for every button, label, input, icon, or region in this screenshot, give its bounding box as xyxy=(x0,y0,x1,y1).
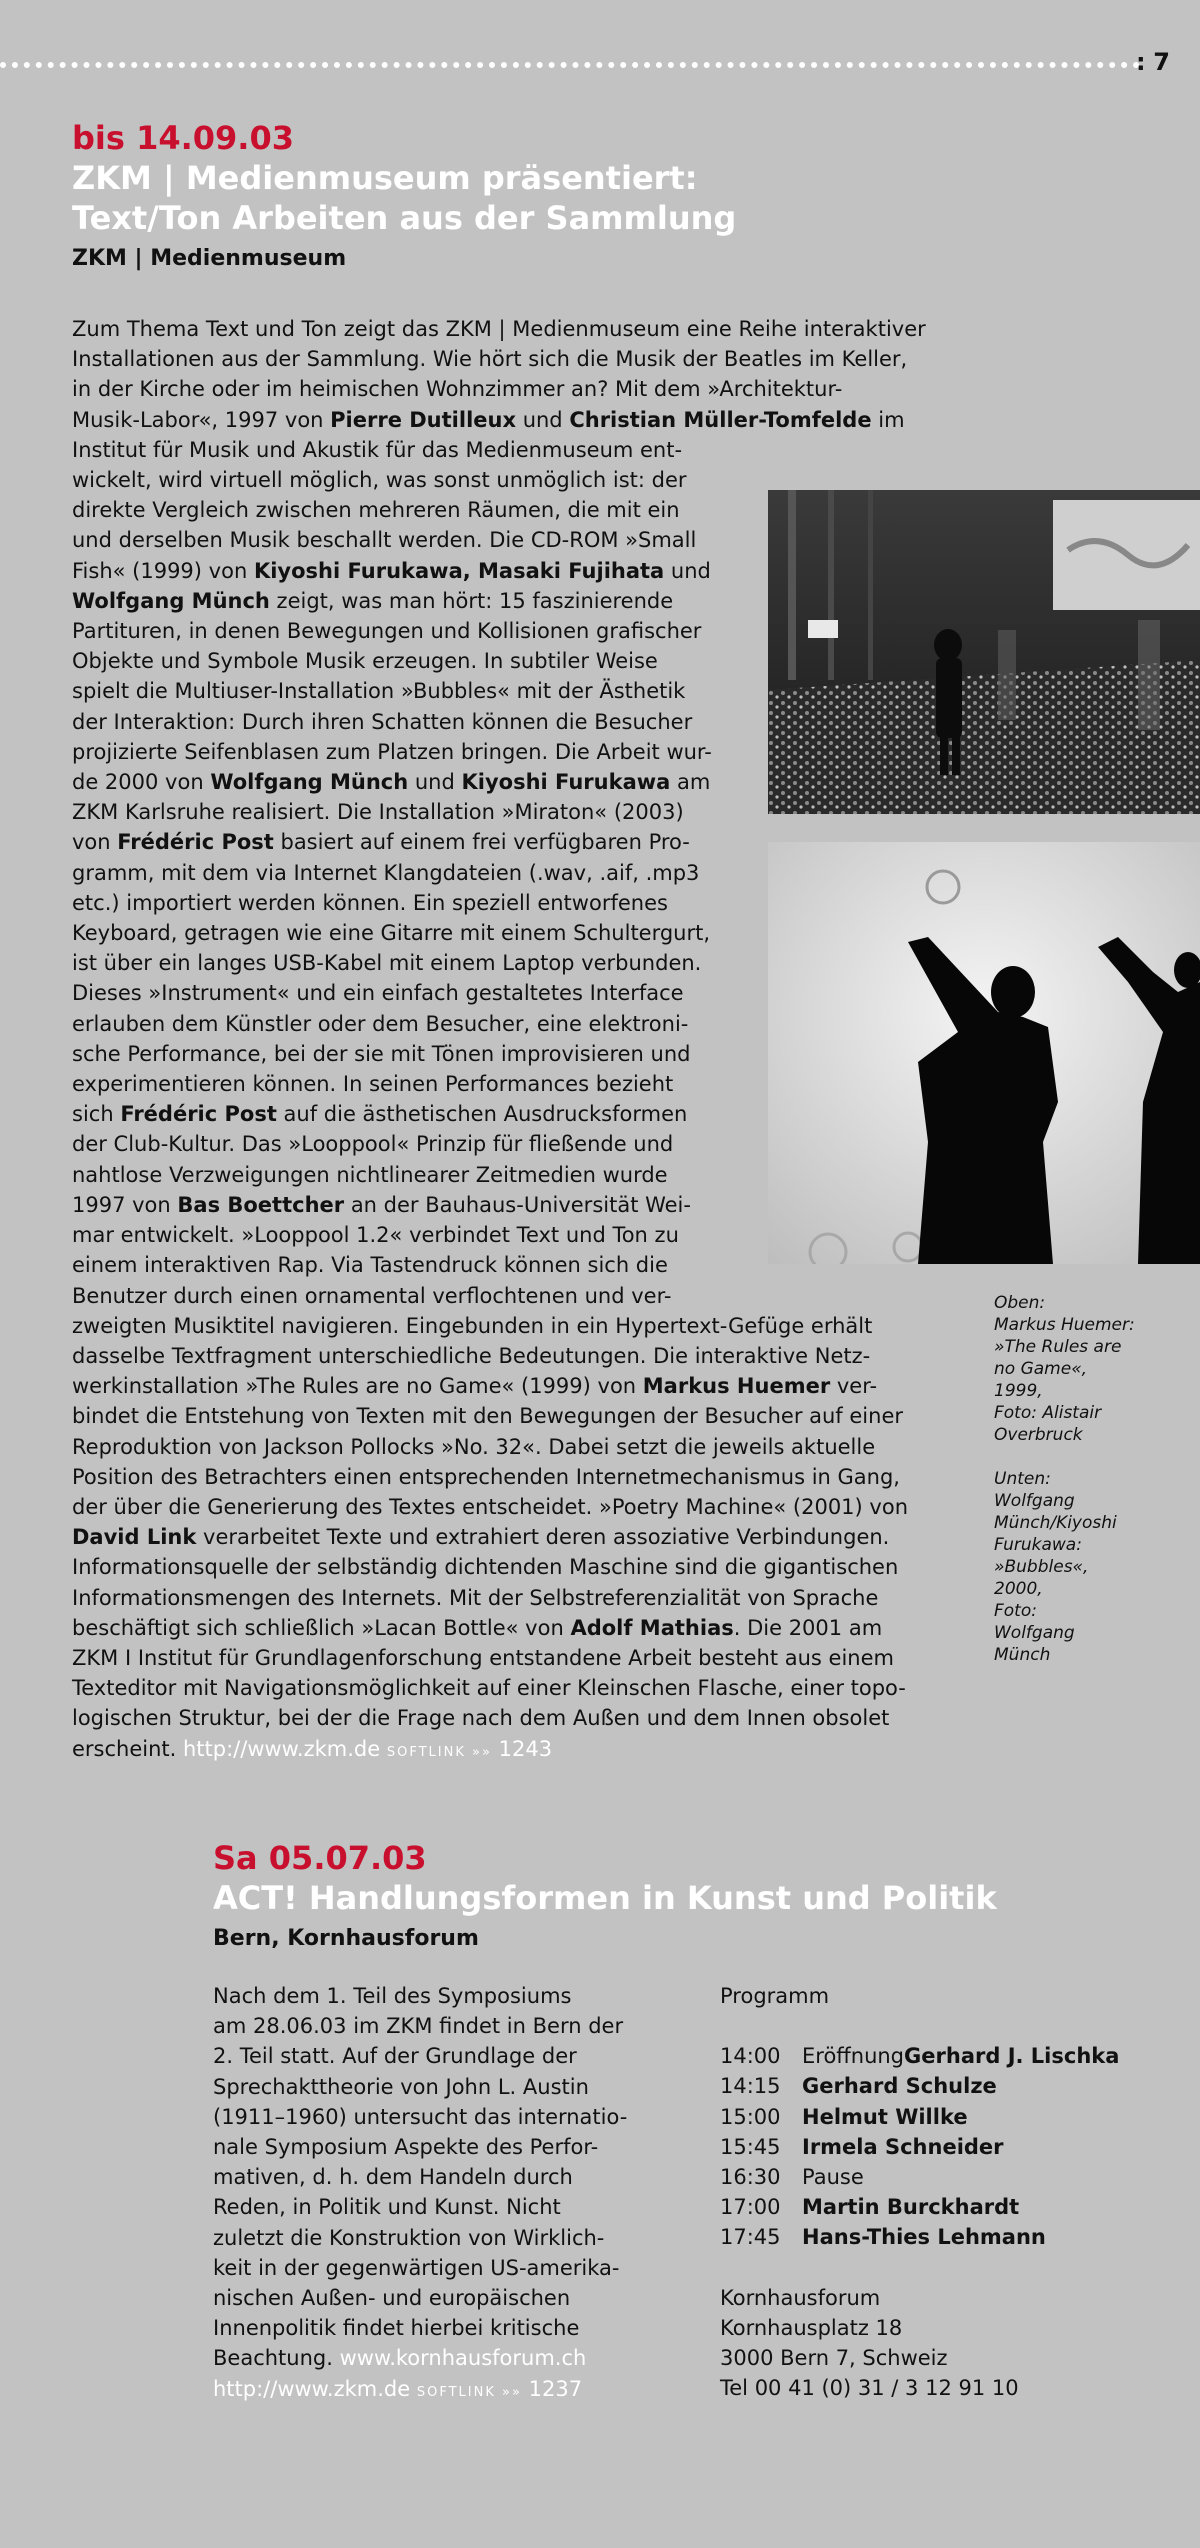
text-fragment: verarbeitet Texte und extrahiert deren assoziative Verbindungen. xyxy=(196,1525,890,1550)
text-line: nischen Außen- und europäischen xyxy=(213,2286,571,2311)
artist-name: Adolf Mathias xyxy=(570,1615,734,1640)
text-fragment: an der Bauhaus-Universität Wei- xyxy=(344,1192,691,1217)
program-speaker: Helmut Willke xyxy=(802,2104,968,2129)
page-number: 7 xyxy=(1153,48,1170,76)
text-line: experimentieren können. In seinen Performances bezieht xyxy=(72,1072,674,1097)
program-speaker: Gerhard Schulze xyxy=(802,2074,997,2099)
program-time: 16:30 xyxy=(720,2165,781,2190)
caption-line: Wolfgang xyxy=(994,1491,1075,1511)
program-row xyxy=(720,2192,1180,2222)
caption-line: »Bubbles«, xyxy=(994,1557,1089,1577)
caption-line: »The Rules are xyxy=(994,1337,1122,1357)
text-line: wickelt, wird virtuell möglich, was sonst unmöglich ist: der xyxy=(72,468,687,493)
program-row xyxy=(720,2222,1180,2252)
text-line: 2. Teil statt. Auf der Grundlage der xyxy=(213,2044,577,2069)
text-line: Innenpolitik findet hierbei kritische xyxy=(213,2316,580,2341)
address-phone: Tel 00 41 (0) 31 / 3 12 91 10 xyxy=(720,2376,1019,2401)
text-line: Informationsquelle der selbständig dichtenden Maschine sind die gigantischen xyxy=(72,1555,899,1580)
text-line: gramm, mit dem via Internet Klangdateien (.wav, .aif, .mp3 xyxy=(72,860,700,885)
program-heading: Programm xyxy=(720,1984,830,2008)
text-line: de 2000 von xyxy=(72,770,211,795)
text-line: ZKM I Institut für Grundlagenforschung entstandene Arbeit besteht aus einem xyxy=(72,1645,894,1670)
photo-bubbles-image xyxy=(768,842,1200,1264)
artist-name: David Link xyxy=(72,1525,197,1550)
text-line: sche Performance, bei der sie mit Tönen improvisieren und xyxy=(72,1041,691,1066)
text-line: der Club-Kultur. Das »Looppool« Prinzip für fließende und xyxy=(72,1132,674,1157)
artist-name: Frédéric Post xyxy=(117,830,274,855)
program-row xyxy=(720,2162,1180,2192)
artist-name: Pierre Dutilleux xyxy=(330,407,517,432)
text-line: Texteditor mit Navigationsmöglichkeit auf einer Kleinschen Flasche, einer topo- xyxy=(72,1676,906,1701)
artist-name: Frédéric Post xyxy=(120,1102,277,1127)
text-fragment: und xyxy=(516,407,570,432)
zkm-link[interactable]: http://www.zkm.de xyxy=(213,2376,411,2401)
text-fragment: auf die ästhetischen Ausdrucksformen xyxy=(276,1102,688,1127)
caption-line: 1999, xyxy=(994,1381,1043,1401)
text-fragment: und xyxy=(408,770,462,795)
address-line: Kornhausplatz 18 xyxy=(720,2315,903,2340)
text-line: Reden, in Politik und Kunst. Nicht xyxy=(213,2195,561,2220)
text-line: (1911–1960) untersucht das internatio- xyxy=(213,2104,628,2129)
text-line: 1997 von xyxy=(72,1192,178,1217)
program-row xyxy=(720,2102,1180,2132)
text-line: zuletzt die Konstruktion von Wirklich- xyxy=(213,2225,605,2250)
text-line: etc.) importiert werden können. Ein speziell entworfenes xyxy=(72,890,668,915)
artist-name: Wolfgang Münch xyxy=(72,588,270,613)
caption-line: Markus Huemer: xyxy=(994,1315,1135,1335)
program-time: 17:00 xyxy=(720,2195,781,2220)
text-line: bindet die Entstehung von Texten mit den Bewegungen der Besucher auf einer xyxy=(72,1404,903,1429)
address-line: Kornhausforum xyxy=(720,2285,881,2310)
text-line: Musik-Labor«, 1997 von xyxy=(72,407,331,432)
text-line: zweigten Musiktitel navigieren. Eingebunden in ein Hypertext-Gefüge erhält xyxy=(72,1313,873,1338)
caption-line: Foto: Alistair xyxy=(994,1403,1102,1423)
program-label: Eröffnung xyxy=(802,2044,905,2069)
photo-caption xyxy=(994,1292,1184,1666)
artist-name: Markus Huemer xyxy=(642,1374,831,1399)
text-line: Informationsmengen des Internets. Mit der Selbstreferenzialität von Sprache xyxy=(72,1585,879,1610)
event2-title: ACT! Handlungsformen in Kunst und Politik xyxy=(213,1879,997,1917)
text-line: ist über ein langes USB-Kabel mit einem Laptop verbunden. xyxy=(72,951,702,976)
text-fragment: und xyxy=(664,558,711,583)
text-line: von xyxy=(72,830,118,855)
program-speaker: Hans-Thies Lehmann xyxy=(802,2225,1046,2250)
event1-header xyxy=(72,118,736,274)
caption-line: 2000, xyxy=(994,1579,1043,1599)
artist-name: Wolfgang Münch xyxy=(210,770,409,795)
event2-body xyxy=(213,1981,673,2408)
text-fragment: . Die 2001 am xyxy=(733,1615,883,1640)
text-fragment: ver- xyxy=(830,1374,878,1399)
program-time: 14:00 xyxy=(720,2044,781,2069)
kornhausforum-link[interactable]: www.kornhausforum.ch xyxy=(339,2346,587,2371)
text-line: erscheint. xyxy=(72,1736,183,1761)
text-line: dasselbe Textfragment unterschiedliche Bedeutungen. Die interaktive Netz- xyxy=(72,1343,871,1368)
event1-date: bis 14.09.03 xyxy=(72,119,294,157)
text-line: Institut für Musik und Akustik für das Medienmuseum ent- xyxy=(72,437,683,462)
text-line: Position des Betrachters einen entsprechenden Internetmechanismus in Gang, xyxy=(72,1464,900,1489)
text-line: Keyboard, getragen wie eine Gitarre mit einem Schultergurt, xyxy=(72,921,711,946)
text-line: Dieses »Instrument« und ein einfach gestaltetes Interface xyxy=(72,981,684,1006)
text-line: Fish« (1999) von xyxy=(72,558,254,583)
program-speaker: Gerhard J. Lischka xyxy=(904,2044,1120,2069)
artist-name: Christian Müller-Tomfelde xyxy=(569,407,872,432)
text-line: und derselben Musik beschallt werden. Die CD-ROM »Small xyxy=(72,528,697,553)
text-line: nahtlose Verzweigungen nichtlinearer Zeitmedien wurde xyxy=(72,1162,668,1187)
caption-line: Unten: xyxy=(994,1469,1051,1489)
program-speaker: Martin Burckhardt xyxy=(802,2195,1020,2220)
caption-line: Overbruck xyxy=(994,1425,1083,1445)
softlink-number[interactable]: 1243 xyxy=(498,1736,553,1761)
text-line: projizierte Seifenblasen zum Platzen bringen. Die Arbeit wur- xyxy=(72,739,712,764)
text-fragment: im xyxy=(871,407,905,432)
text-line: in der Kirche oder im heimischen Wohnzimmer an? Mit dem »Architektur- xyxy=(72,377,843,402)
program-label: Pause xyxy=(802,2165,864,2190)
artist-name: Bas Boettcher xyxy=(177,1192,345,1217)
caption-line: Münch xyxy=(994,1645,1051,1665)
event2-program xyxy=(720,1981,1180,2403)
artist-name: Kiyoshi Furukawa xyxy=(461,770,671,795)
text-line: der über die Generierung des Textes entscheidet. »Poetry Machine« (2001) von xyxy=(72,1494,909,1519)
caption-line: Wolfgang xyxy=(994,1623,1075,1643)
event1-title-line1: ZKM | Medienmuseum präsentiert: xyxy=(72,159,698,197)
event2-venue: Bern, Kornhausforum xyxy=(213,1926,479,1951)
text-fragment: am xyxy=(670,770,711,795)
text-line: am 28.06.03 im ZKM findet in Bern der xyxy=(213,2014,624,2039)
text-line: sich xyxy=(72,1102,121,1127)
zkm-link[interactable]: http://www.zkm.de xyxy=(183,1736,381,1761)
text-line: keit in der gegenwärtigen US-amerika- xyxy=(213,2255,620,2280)
program-time: 14:15 xyxy=(720,2074,781,2099)
text-line: Benutzer durch einen ornamental verflochtenen und ver- xyxy=(72,1283,672,1308)
caption-line: Furukawa: xyxy=(994,1535,1082,1555)
page-colon: : xyxy=(1136,48,1146,76)
text-line: beschäftigt sich schließlich »Lacan Bottle« von xyxy=(72,1615,571,1640)
caption-line: Oben: xyxy=(994,1293,1046,1313)
photo-rules-are-no-game-image xyxy=(768,490,1200,814)
artist-name: Kiyoshi Furukawa, Masaki Fujihata xyxy=(253,558,665,583)
softlink-number[interactable]: 1237 xyxy=(528,2376,583,2401)
text-line: der Interaktion: Durch ihren Schatten können die Besucher xyxy=(72,709,693,734)
text-line: direkte Vergleich zwischen mehreren Räumen, die mit ein xyxy=(72,498,680,523)
photo-rules-are-no-game xyxy=(768,490,1200,814)
caption-line: Foto: xyxy=(994,1601,1037,1621)
softlink-icon: SOFTLINK »» xyxy=(416,2384,522,2400)
text-line: mativen, d. h. dem Handeln durch xyxy=(213,2165,573,2190)
text-line: Objekte und Symbole Musik erzeugen. In subtiler Weise xyxy=(72,649,658,674)
text-line: Beachtung. xyxy=(213,2346,340,2371)
text-line: mar entwickelt. »Looppool 1.2« verbindet Text und Ton zu xyxy=(72,1223,679,1248)
text-line: nale Symposium Aspekte des Perfor- xyxy=(213,2135,599,2160)
text-fragment: zeigt, was man hört: 15 faszinierende xyxy=(269,588,674,613)
text-fragment: basiert auf einem frei verfügbaren Pro- xyxy=(273,830,690,855)
caption-line: no Game«, xyxy=(994,1359,1088,1379)
text-line: werkinstallation »The Rules are no Game« (1999) von xyxy=(72,1374,643,1399)
program-time: 17:45 xyxy=(720,2225,781,2250)
text-line: einem interaktiven Rap. Via Tastendruck können sich die xyxy=(72,1253,668,1278)
text-line: Zum Thema Text und Ton zeigt das ZKM | Medienmuseum eine Reihe interaktiver xyxy=(72,317,926,341)
event1-venue: ZKM | Medienmuseum xyxy=(72,246,347,271)
event2-date: Sa 05.07.03 xyxy=(213,1839,427,1877)
program-row xyxy=(720,2041,1180,2071)
text-line: spielt die Multiuser-Installation »Bubbles« mit der Ästhetik xyxy=(72,679,686,704)
program-time: 15:45 xyxy=(720,2134,781,2159)
program-row xyxy=(720,2071,1180,2101)
text-line: Nach dem 1. Teil des Symposiums xyxy=(213,1984,572,2008)
program-time: 15:00 xyxy=(720,2104,781,2129)
text-line: Reproduktion von Jackson Pollocks »No. 32«. Dabei setzt die jeweils aktuelle xyxy=(72,1434,876,1459)
event2-header xyxy=(213,1838,997,1954)
photo-bubbles xyxy=(768,842,1200,1264)
caption-line: Münch/Kiyoshi xyxy=(994,1513,1117,1533)
text-line: ZKM Karlsruhe realisiert. Die Installation »Miraton« (2003) xyxy=(72,800,684,825)
text-line: Sprechakttheorie von John L. Austin xyxy=(213,2074,589,2099)
text-line: Partituren, in denen Bewegungen und Kollisionen grafischer xyxy=(72,619,702,644)
text-line: erlauben dem Künstler oder dem Besucher, eine elektroni- xyxy=(72,1011,689,1036)
dotted-rule xyxy=(0,62,1140,68)
text-line: Installationen aus der Sammlung. Wie hört sich die Musik der Beatles im Keller, xyxy=(72,347,908,372)
program-row xyxy=(720,2132,1180,2162)
program-speaker: Irmela Schneider xyxy=(802,2134,1004,2159)
address-line: 3000 Bern 7, Schweiz xyxy=(720,2346,948,2371)
text-line: logischen Struktur, bei der die Frage nach dem Außen und dem Innen obsolet xyxy=(72,1706,890,1731)
event1-title-line2: Text/Ton Arbeiten aus der Sammlung xyxy=(72,199,737,237)
softlink-icon: SOFTLINK »» xyxy=(386,1744,492,1760)
